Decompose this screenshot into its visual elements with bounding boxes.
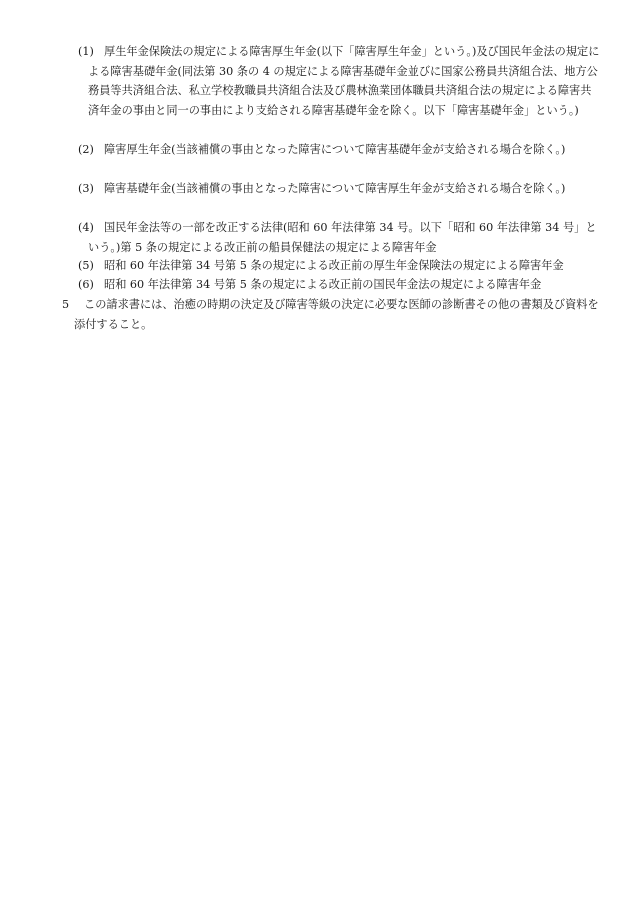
item-text: 厚生年金保険法の規定による障害厚生年金(以下「障害厚生年金」という。)及び国民年金法の規定による障害基礎年金(同法第 30 条の 4 の規定による障害基礎年金並びに国家公務員共済組合法、地方公務員等共済組合法、私立学校教職員共済組合法及び農林漁業団体職員共済組合法の規定による障害共済年金の事由と同一の事由により支給される障害基礎年金を除く。以下「障害基礎年金」という。): [88, 45, 600, 117]
list-item-2: [78, 140, 600, 160]
item-number: (3): [78, 182, 94, 195]
list-item-1: [78, 42, 600, 120]
item-number: 5: [62, 298, 70, 311]
numbered-item-5: [62, 295, 602, 334]
list-item-3: [78, 179, 600, 199]
item-number: (5): [78, 259, 94, 272]
item-text: 国民年金法等の一部を改正する法律(昭和 60 年法律第 34 号。以下「昭和 60 年法律第 34 号」という。)第 5 条の規定による改正前の船員保健法の規定による障害年金: [88, 221, 597, 254]
item-text: 障害厚生年金(当該補償の事由となった障害について障害基礎年金が支給される場合を除く。): [104, 143, 566, 156]
item-text: 昭和 60 年法律第 34 号第 5 条の規定による改正前の厚生年金保険法の規定による障害年金: [104, 259, 564, 272]
item-number: (4): [78, 221, 94, 234]
item-number: (2): [78, 143, 94, 156]
item-text: 障害基礎年金(当該補償の事由となった障害について障害厚生年金が支給される場合を除く。): [104, 182, 566, 195]
list-item-5: [78, 256, 600, 276]
item-number: (6): [78, 278, 94, 291]
list-item-4: [78, 218, 600, 257]
list-item-6: [78, 275, 600, 295]
item-number: (1): [78, 45, 94, 58]
item-text: この請求書には、治癒の時期の決定及び障害等級の決定に必要な医師の診断書その他の書類及び資料を添付すること。: [74, 298, 599, 331]
item-text: 昭和 60 年法律第 34 号第 5 条の規定による改正前の国民年金法の規定による障害年金: [104, 278, 542, 291]
